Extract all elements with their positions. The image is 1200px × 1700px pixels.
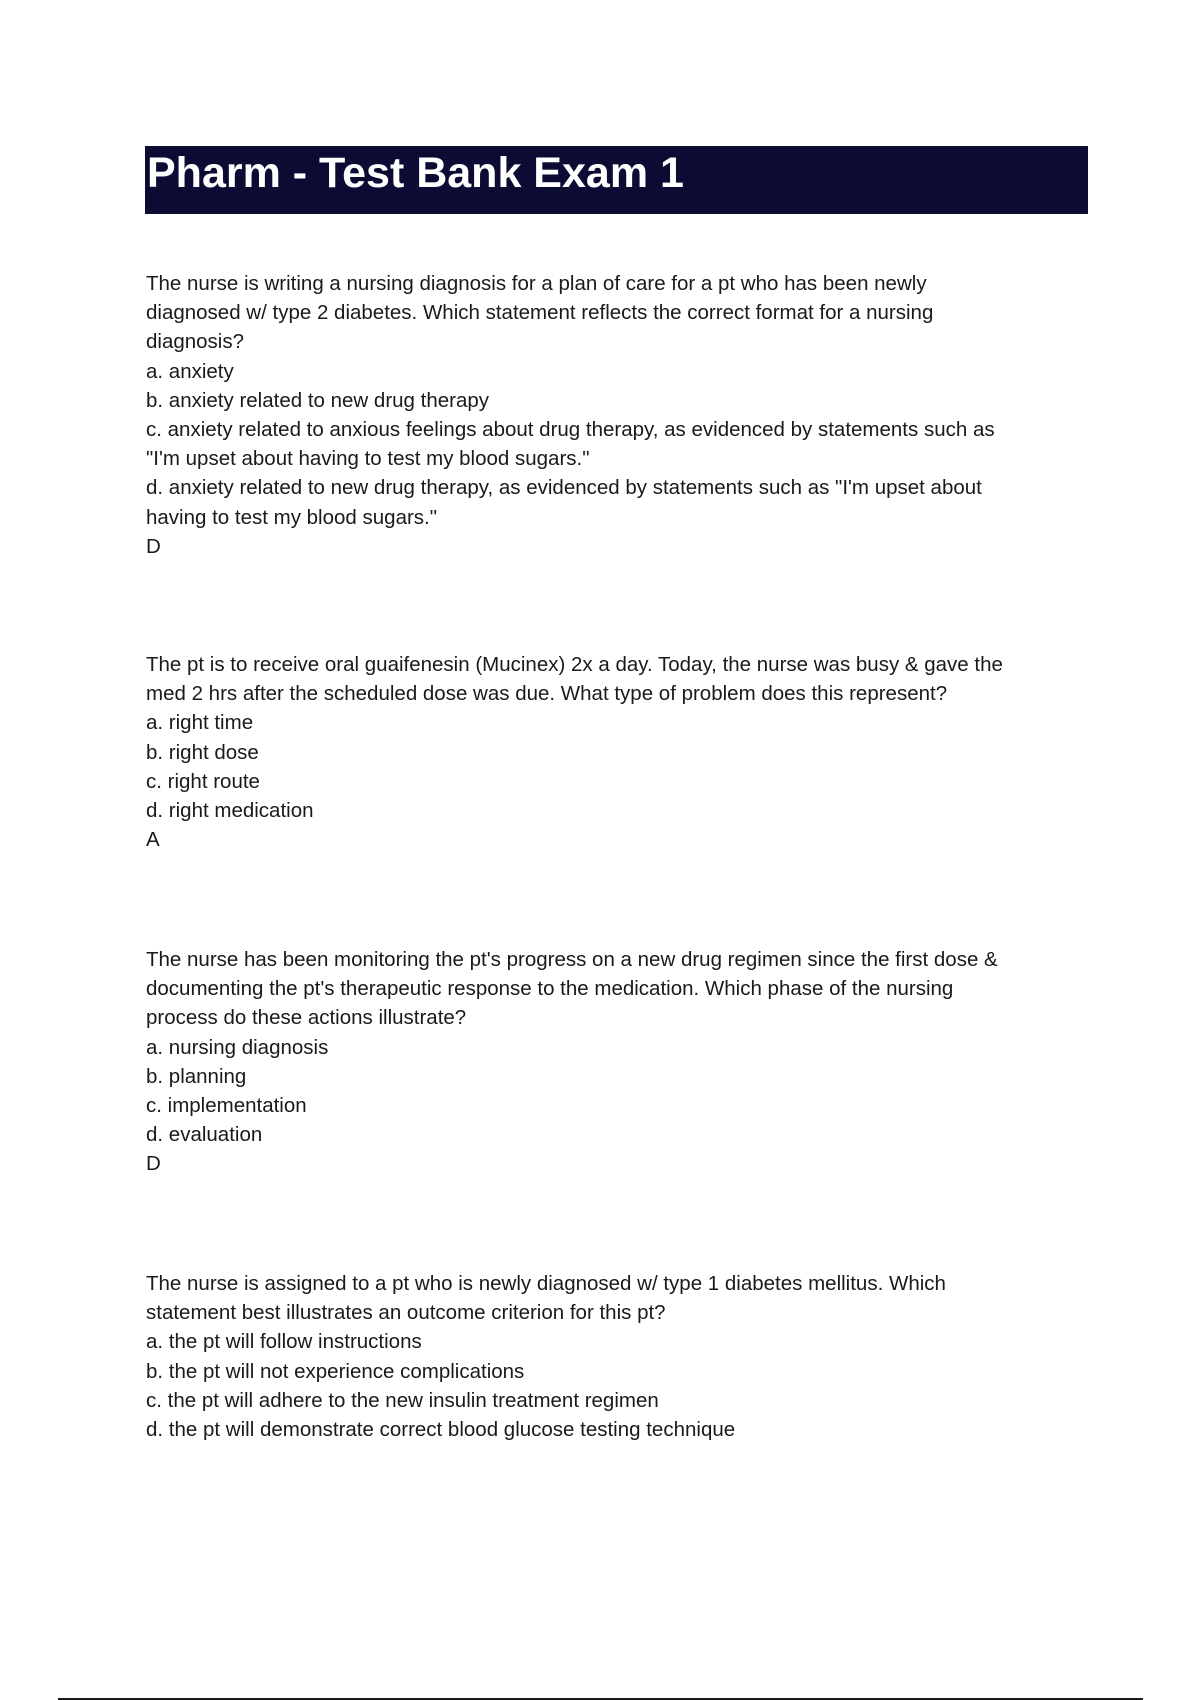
answer-option-d: d. anxiety related to new drug therapy, as evidenced by statements such as "I'm upset about xyxy=(146,476,982,500)
answer-option-d: d. evaluation xyxy=(146,1123,263,1147)
question-stem-line: The nurse has been monitoring the pt's progress on a new drug regimen since the first dose & xyxy=(146,948,998,971)
question-stem-line: process do these actions illustrate? xyxy=(146,1006,467,1030)
correct-answer: D xyxy=(146,534,161,558)
answer-option-d: d. the pt will demonstrate correct blood glucose testing technique xyxy=(146,1418,736,1442)
question-2 xyxy=(146,650,1076,854)
answer-option-d: d. right medication xyxy=(146,799,314,823)
question-stem-line: documenting the pt's therapeutic response to the medication. Which phase of the nursing xyxy=(146,977,954,1001)
page-title: Pharm - Test Bank Exam 1 xyxy=(147,149,684,197)
question-stem-line: diagnosed w/ type 2 diabetes. Which statement reflects the correct format for a nursing xyxy=(146,301,934,325)
answer-option-a: a. anxiety xyxy=(146,359,234,383)
answer-option-a: a. nursing diagnosis xyxy=(146,1035,329,1059)
question-3 xyxy=(146,945,1076,1179)
page-title-bar xyxy=(145,146,1088,214)
question-1 xyxy=(146,269,1076,561)
answer-option-b: b. planning xyxy=(146,1064,247,1088)
answer-option-d-continued: having to test my blood sugars." xyxy=(146,505,438,529)
question-stem-line: The nurse is assigned to a pt who is newly diagnosed w/ type 1 diabetes mellitus. Which xyxy=(146,1272,946,1295)
question-stem-line: The pt is to receive oral guaifenesin (Mucinex) 2x a day. Today, the nurse was busy & gave the xyxy=(146,653,1003,676)
question-stem-line: diagnosis? xyxy=(146,330,245,354)
answer-option-a: a. right time xyxy=(146,711,254,735)
correct-answer: A xyxy=(146,828,160,852)
question-stem-line: statement best illustrates an outcome criterion for this pt? xyxy=(146,1301,666,1325)
answer-option-c: c. anxiety related to anxious feelings about drug therapy, as evidenced by statements such as xyxy=(146,418,995,442)
answer-option-b: b. right dose xyxy=(146,740,259,764)
answer-option-c: c. implementation xyxy=(146,1094,307,1118)
question-stem-line: med 2 hrs after the scheduled dose was due. What type of problem does this represent? xyxy=(146,682,948,706)
answer-option-a: a. the pt will follow instructions xyxy=(146,1330,422,1354)
question-stem-line: The nurse is writing a nursing diagnosis for a plan of care for a pt who has been newly xyxy=(146,272,927,295)
answer-option-b: b. the pt will not experience complications xyxy=(146,1359,525,1383)
answer-option-b: b. anxiety related to new drug therapy xyxy=(146,388,490,412)
answer-option-c-continued: "I'm upset about having to test my blood sugars." xyxy=(146,447,590,471)
correct-answer: D xyxy=(146,1152,161,1176)
answer-option-c: c. right route xyxy=(146,769,260,793)
answer-option-c: c. the pt will adhere to the new insulin treatment regimen xyxy=(146,1388,659,1412)
question-4 xyxy=(146,1269,1076,1444)
